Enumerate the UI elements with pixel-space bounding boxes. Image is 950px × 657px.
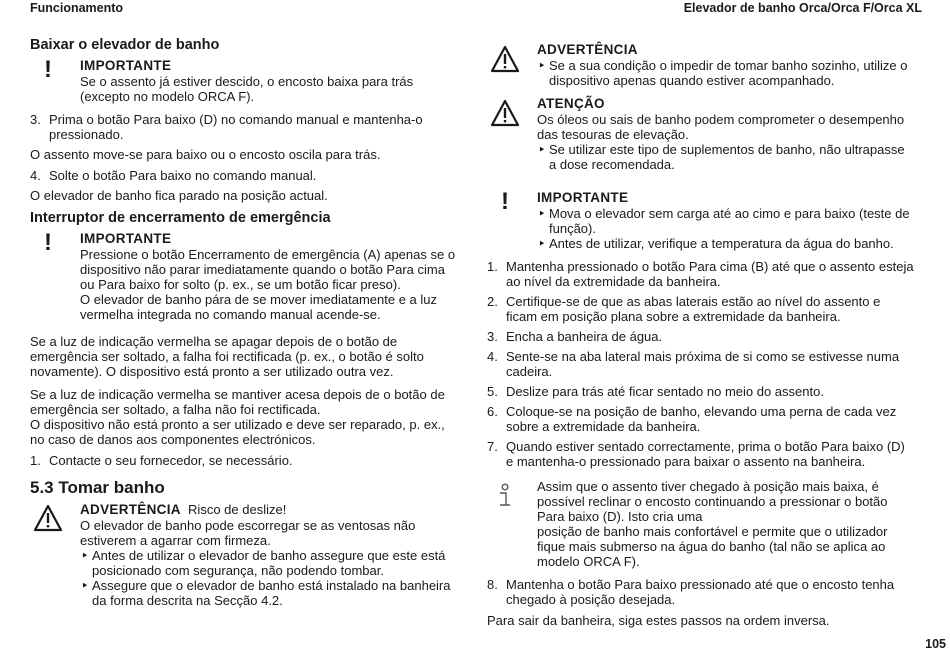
warning-title: ADVERTÊNCIA <box>537 42 638 57</box>
step-text: Quando estiver sentado correctamente, prima o botão Para baixo (D) e mantenha-o pressionado para baixar o assento na banheira. <box>506 439 905 469</box>
step-number: 5. <box>487 384 498 399</box>
exclamation-icon: ! <box>44 229 52 256</box>
step-4 <box>487 349 915 379</box>
important-note-1 <box>30 58 460 104</box>
warning-triangle-icon <box>487 45 523 73</box>
step-6 <box>487 404 915 434</box>
step-number: 4. <box>30 168 41 183</box>
exclamation-icon: ! <box>44 56 52 83</box>
step-number: 3. <box>30 112 41 127</box>
step-number: 7. <box>487 439 498 454</box>
info-icon <box>487 483 523 509</box>
step-7 <box>487 439 915 469</box>
bullet-item: ‣ Se a sua condição o impedir de tomar banho sozinho, utilize o dispositivo apenas quando estiver acompanhado. <box>537 58 915 88</box>
info-text: Assim que o assento tiver chegado à posição mais baixa, é possível reclinar o encosto continuando a pressionar o botão Para baixo (D). Isto cria uma <box>537 479 888 524</box>
left-column <box>30 36 460 614</box>
result-text: O elevador de banho fica parado na posição actual. <box>30 188 328 203</box>
paragraph: O dispositivo não está pronto a ser utilizado e deve ser reparado, p. ex., no caso de danos aos componentes electrónicos. <box>30 417 445 447</box>
step-number: 8. <box>487 577 498 592</box>
warning-text: O elevador de banho pode escorregar se as ventosas não estiverem a agarrar com firmeza. <box>80 518 416 548</box>
important-title: IMPORTANTE <box>537 190 629 205</box>
running-header-right: Elevador de banho Orca/Orca F/Orca XL <box>683 1 922 15</box>
step-4 <box>30 168 460 183</box>
warning-triangle-icon <box>30 504 66 532</box>
caution-title: ATENÇÃO <box>537 96 605 111</box>
step-text: Deslize para trás até ficar sentado no meio do assento. <box>506 384 824 399</box>
step-text: Sente-se na aba lateral mais próxima de si como se estivesse numa cadeira. <box>506 349 900 379</box>
caution-note <box>487 96 915 172</box>
step-text: Solte o botão Para baixo no comando manual. <box>49 168 317 183</box>
important-title: IMPORTANTE <box>80 231 172 246</box>
step-number: 2. <box>487 294 498 309</box>
right-column <box>487 42 915 628</box>
info-note <box>487 479 915 569</box>
exclamation-icon: ! <box>501 188 509 215</box>
closing-text: Para sair da banheira, siga estes passos na ordem inversa. <box>487 613 830 628</box>
step-text: Coloque-se na posição de banho, elevando uma perna de cada vez sobre a extremidade da banheira. <box>506 404 897 434</box>
important-title: IMPORTANTE <box>80 58 172 73</box>
bullet-item: ‣ Assegure que o elevador de banho está instalado na banheira da forma descrita na Secção 4.2. <box>80 578 460 608</box>
important-text: O elevador de banho pára de se mover imediatamente e a luz vermelha integrada no comando manual acende-se. <box>80 292 437 322</box>
important-text: Pressione o botão Encerramento de emergência (A) apenas se o dispositivo não parar imediatamente quando o botão Para cima ou Para baixo for solto (p. ex., se um botão ficar preso). <box>80 247 456 292</box>
section-heading: 5.3 Tomar banho <box>30 478 165 497</box>
step-number: 4. <box>487 349 498 364</box>
bullet-item: ‣ Se utilizar este tipo de suplementos de banho, não ultrapasse a dose recomendada. <box>537 142 915 172</box>
step-5 <box>487 384 915 399</box>
warning-subtitle: Risco de deslize! <box>188 502 287 517</box>
bullet-item: ‣ Mova o elevador sem carga até ao cimo e para baixo (teste de função). <box>537 206 915 236</box>
step-3 <box>30 112 460 142</box>
important-note-2 <box>30 231 460 322</box>
warning-triangle-icon <box>487 99 523 127</box>
step-1 <box>30 453 460 468</box>
step-2 <box>487 294 915 324</box>
warning-note <box>487 42 915 88</box>
step-text: Certifique-se de que as abas laterais estão ao nível do assento e ficam em posição plana sobre a extremidade da banheira. <box>506 294 881 324</box>
bullet-item: ‣ Antes de utilizar o elevador de banho assegure que este está posicionado com segurança, não podendo tombar. <box>80 548 460 578</box>
step-number: 6. <box>487 404 498 419</box>
paragraph: Se a luz de indicação vermelha se apagar depois de o botão de emergência ser soltado, a falha foi rectificada (p. ex., o botão é solto novamente). O dispositivo está pronto a ser utilizado outra vez. <box>30 334 424 379</box>
step-8 <box>487 577 915 607</box>
caution-text: Os óleos ou sais de banho podem comprometer o desempenho das tesouras de elevação. <box>537 112 905 142</box>
paragraph: Se a luz de indicação vermelha se mantiver acesa depois de o botão de emergência ser soltado, a falha não foi rectificada. <box>30 387 445 417</box>
info-text: posição de banho mais confortável e permite que o utilizador fique mais submerso na água do banho (tal não se aplica ao modelo ORCA F). <box>537 524 888 569</box>
step-number: 1. <box>30 453 41 468</box>
step-number: 3. <box>487 329 498 344</box>
heading-emergency-switch: Interruptor de encerramento de emergência <box>30 210 331 226</box>
heading-lower-lift: Baixar o elevador de banho <box>30 37 220 53</box>
page-number: 105 <box>925 637 946 651</box>
warning-note <box>30 502 460 608</box>
step-3 <box>487 329 915 344</box>
bullet-item: ‣ Antes de utilizar, verifique a temperatura da água do banho. <box>537 236 915 251</box>
step-number: 1. <box>487 259 498 274</box>
step-text: Encha a banheira de água. <box>506 329 663 344</box>
step-text: Contacte o seu fornecedor, se necessário. <box>49 453 293 468</box>
step-text: Prima o botão Para baixo (D) no comando manual e mantenha-o pressionado. <box>49 112 423 142</box>
step-text: Mantenha o botão Para baixo pressionado até que o encosto tenha chegado à posição desejada. <box>506 577 895 607</box>
warning-title: ADVERTÊNCIA <box>80 502 181 517</box>
running-header-left: Funcionamento <box>30 1 124 15</box>
important-text: Se o assento já estiver descido, o encosto baixa para trás (excepto no modelo ORCA F). <box>80 74 414 104</box>
step-text: Mantenha pressionado o botão Para cima (B) até que o assento esteja ao nível da extremidade da banheira. <box>506 259 914 289</box>
step-1 <box>487 259 915 289</box>
important-note <box>487 190 915 251</box>
result-text: O assento move-se para baixo ou o encosto oscila para trás. <box>30 147 381 162</box>
